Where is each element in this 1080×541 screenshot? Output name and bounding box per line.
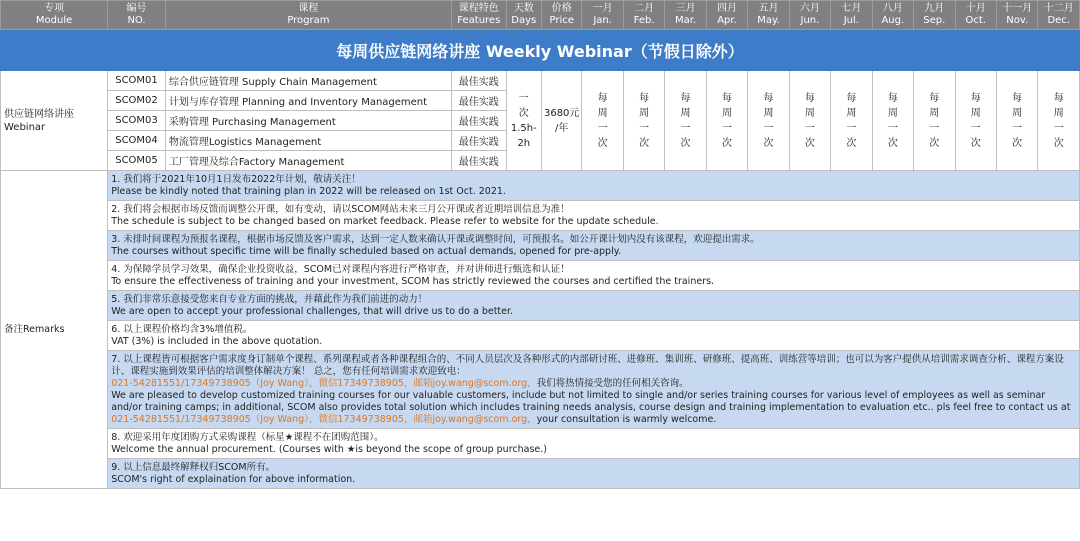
contact-info-cn: 021-54281551/17349738905（Joy Wang），微信17349738905，邮箱joy.wang@scom.org， <box>111 378 537 389</box>
course-code: SCOM02 <box>108 91 166 111</box>
header-month: 四月 Apr. <box>706 1 747 30</box>
month-frequency: 每 周 一 次 <box>831 71 872 171</box>
remark-2: 2. 我们将会根据市场反馈而调整公开课，如有变动，请以SCOM网站未来三月公开课或者近期培训信息为准！ The schedule is subject to be changed based on market feedback. Please refer to website for the update schedule. <box>108 201 1080 231</box>
month-frequency: 每 周 一 次 <box>582 71 623 171</box>
header-price: 价格 Price <box>541 1 581 30</box>
remark-row <box>1 201 1080 231</box>
remark-1: 1. 我们将于2021年10月1日发布2022年计划，敬请关注！ Please be kindly noted that training plan in 2022 will be released on 1st Oct. 2021. <box>108 171 1080 201</box>
course-name: 综合供应链管理 Supply Chain Management <box>165 71 451 91</box>
remark-6: 6. 以上课程价格均含3%增值税。 VAT (3%) is included in the above quotation. <box>108 321 1080 351</box>
remark-8: 8. 欢迎采用年度团购方式采购课程（标星★课程不在团购范围）。 Welcome the annual procurement. (Courses with ★is beyond the scope of group purchase.) <box>108 429 1080 459</box>
header-days: 天数 Days <box>506 1 541 30</box>
month-frequency: 每 周 一 次 <box>748 71 789 171</box>
header-module: 专项 Module <box>1 1 108 30</box>
month-frequency: 每 周 一 次 <box>914 71 955 171</box>
header-features: 课程特色 Features <box>452 1 507 30</box>
header-program: 课程 Program <box>165 1 451 30</box>
month-frequency: 每 周 一 次 <box>955 71 996 171</box>
remark-row <box>1 321 1080 351</box>
remark-4: 4. 为保障学员学习效果，确保企业投资收益，SCOM已对课程内容进行严格审查，并对讲师进行甄选和认证！ To ensure the effectiveness of training and your investment, SCOM has strictly reviewed the courses and certified the trainers. <box>108 261 1080 291</box>
banner-row <box>1 30 1080 71</box>
header-month: 十一月 Nov. <box>996 1 1037 30</box>
banner-title: 每周供应链网络讲座 Weekly Webinar（节假日除外） <box>1 30 1080 71</box>
header-month: 一月 Jan. <box>582 1 623 30</box>
course-feature: 最佳实践 <box>452 91 507 111</box>
header-month: 五月 May. <box>748 1 789 30</box>
course-name: 工厂管理及综合Factory Management <box>165 151 451 171</box>
remark-row <box>1 291 1080 321</box>
remarks-label: 备注Remarks <box>1 171 108 489</box>
course-feature: 最佳实践 <box>452 111 507 131</box>
header-month: 六月 Jun. <box>789 1 830 30</box>
course-name: 计划与库存管理 Planning and Inventory Management <box>165 91 451 111</box>
remark-9: 9. 以上信息最终解释权归SCOM所有。 SCOM's right of explaination for above information. <box>108 459 1080 489</box>
course-code: SCOM01 <box>108 71 166 91</box>
remark-row <box>1 231 1080 261</box>
header-month: 九月 Sep. <box>914 1 955 30</box>
header-month: 八月 Aug. <box>872 1 913 30</box>
course-code: SCOM04 <box>108 131 166 151</box>
month-frequency: 每 周 一 次 <box>1038 71 1080 171</box>
course-name: 物流管理Logistics Management <box>165 131 451 151</box>
month-frequency: 每 周 一 次 <box>996 71 1037 171</box>
module-cell: 供应链网络讲座 Webinar <box>1 71 108 171</box>
remark-row <box>1 429 1080 459</box>
header-month: 七月 Jul. <box>831 1 872 30</box>
month-frequency: 每 周 一 次 <box>872 71 913 171</box>
remark-5: 5. 我们非常乐意接受您来自专业方面的挑战，并藉此作为我们前进的动力！ We are open to accept your professional challenges, that will drive us to do a better. <box>108 291 1080 321</box>
header-row <box>1 1 1080 30</box>
course-feature: 最佳实践 <box>452 131 507 151</box>
month-frequency: 每 周 一 次 <box>665 71 706 171</box>
contact-info-en: 021-54281551/17349738905（Joy Wang），微信17349738905，邮箱joy.wang@scom.org， <box>111 414 537 425</box>
remark-row <box>1 261 1080 291</box>
course-code: SCOM03 <box>108 111 166 131</box>
course-name: 采购管理 Purchasing Management <box>165 111 451 131</box>
month-frequency: 每 周 一 次 <box>623 71 664 171</box>
header-month: 三月 Mar. <box>665 1 706 30</box>
remark-row <box>1 459 1080 489</box>
remark-row <box>1 351 1080 429</box>
month-frequency: 每 周 一 次 <box>789 71 830 171</box>
header-month: 十月 Oct. <box>955 1 996 30</box>
course-row <box>1 71 1080 91</box>
remark-3: 3. 未排时间课程为预报名课程，根据市场反馈及客户需求，达到一定人数来确认开课或调整时间，可预报名。如公开课计划内没有该课程，欢迎提出需求。 The courses without specific time will be finally scheduled based on actual demands, opened for pre-apply. <box>108 231 1080 261</box>
course-code: SCOM05 <box>108 151 166 171</box>
month-frequency: 每 周 一 次 <box>706 71 747 171</box>
days-cell: 一 次 1.5h- 2h <box>506 71 541 171</box>
header-month: 二月 Feb. <box>623 1 664 30</box>
remark-7: 7. 以上课程皆可根据客户需求度身订制单个课程、系列课程或者各种课程组合的、不同人员层次及各种形式的内部研讨班、进修班、集训班、研修班、提高班、训练营等培训；也可以为客户提供从培训需求调查分析、课程方案设计、课程实施到效果评估的培训整体解决方案！ 总之，您有任何培训需求欢迎致电： 021-54281551/17349738905（Joy Wang），微信17349738905，邮箱joy.wang@scom.org，我们将热情接受您的任何相关咨询。 We are pleased to develop customized training courses for our valuable customers, include but not limited to single and/or series training courses for various level of employees as well as seminar and/or training camps; in additional, SCOM also provides total solution which includes training needs analysis, course design and training implementation to evaluation etc.. pls feel free to contact us at 021-54281551/17349738905（Joy Wang），微信17349738905，邮箱joy.wang@scom.org，your consultation is warmly welcome. <box>108 351 1080 429</box>
course-feature: 最佳实践 <box>452 71 507 91</box>
header-no: 编号 NO. <box>108 1 166 30</box>
price-cell: 3680元 /年 <box>541 71 581 171</box>
course-feature: 最佳实践 <box>452 151 507 171</box>
header-month: 十二月 Dec. <box>1038 1 1080 30</box>
remark-row <box>1 171 1080 201</box>
